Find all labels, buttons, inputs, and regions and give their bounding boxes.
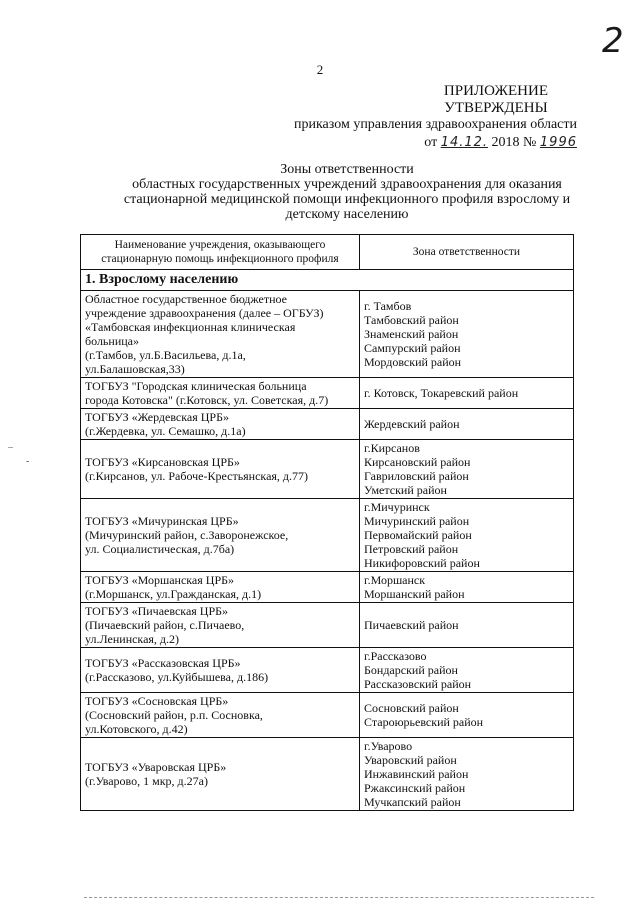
order-year: 2018 bbox=[491, 135, 520, 150]
institution-line: ТОГБУЗ «Рассказовская ЦРБ» bbox=[85, 656, 241, 670]
order-number-label: № bbox=[523, 135, 537, 150]
zone-cell bbox=[360, 572, 574, 603]
zone-item: г.Рассказово bbox=[364, 649, 427, 663]
zone-item: Уметский район bbox=[364, 483, 447, 497]
institution-line: (г.Кирсанов, ул. Рабоче-Крестьянская, д.77) bbox=[85, 469, 309, 483]
bottom-rule bbox=[84, 897, 594, 898]
institution-cell bbox=[81, 693, 360, 738]
institution-line: ул. Социалистическая, д.7ба) bbox=[85, 542, 235, 556]
zone-item: Рассказовский район bbox=[364, 677, 472, 691]
institution-line: (г.Моршанск, ул.Гражданская, д.1) bbox=[85, 587, 262, 601]
institution-line: города Котовска" (г.Котовск, ул. Советская, д.7) bbox=[85, 393, 329, 407]
order-date: 14.12. bbox=[440, 135, 489, 150]
institution-line: ТОГБУЗ «Пичаевская ЦРБ» bbox=[85, 604, 229, 618]
institution-line: ул.Котовского, д.42) bbox=[85, 722, 188, 736]
institution-line: (Пичаевский район, с.Пичаево, bbox=[85, 618, 245, 632]
zone-cell bbox=[360, 440, 574, 499]
table-header-row bbox=[81, 235, 574, 270]
svg-text:2: 2 bbox=[602, 21, 624, 61]
zone-item: Кирсановский район bbox=[364, 455, 471, 469]
zone-item: Сосновский район bbox=[364, 701, 459, 715]
zone-item: г.Мичуринск bbox=[364, 500, 430, 514]
institution-line: ТОГБУЗ «Кирсановская ЦРБ» bbox=[85, 455, 240, 469]
page-number: 2 bbox=[316, 62, 324, 77]
order-number: 1996 bbox=[539, 135, 577, 150]
institution-line: (г.Уварово, 1 мкр, д.27а) bbox=[85, 774, 208, 788]
zone-item: г. Тамбов bbox=[364, 299, 412, 313]
institution-cell bbox=[81, 603, 360, 648]
order-date-line bbox=[294, 134, 577, 152]
zone-item: Бондарский район bbox=[364, 663, 458, 677]
zone-item: г.Моршанск bbox=[364, 573, 426, 587]
appendix-heading bbox=[444, 83, 548, 117]
header-zone: Зона ответственности bbox=[360, 235, 574, 270]
institution-cell bbox=[81, 499, 360, 572]
zone-item: Мичуринский район bbox=[364, 514, 470, 528]
institution-line: (Мичуринский район, с.Заворонежское, bbox=[85, 528, 289, 542]
margin-tick: - bbox=[26, 456, 30, 467]
table-row bbox=[81, 693, 574, 738]
institution-line: ТОГБУЗ «Моршанская ЦРБ» bbox=[85, 573, 235, 587]
zone-cell bbox=[360, 378, 574, 409]
order-text: приказом управления здравоохранения области bbox=[293, 117, 577, 132]
table-row bbox=[81, 409, 574, 440]
table-row bbox=[81, 291, 574, 378]
responsibility-table bbox=[80, 234, 574, 811]
document-title bbox=[92, 162, 602, 222]
zone-item: Сампурский район bbox=[364, 341, 461, 355]
zone-item: Тамбовский район bbox=[364, 313, 459, 327]
zone-cell bbox=[360, 603, 574, 648]
zone-item: Мордовский район bbox=[364, 355, 462, 369]
zone-item: Мучкапский район bbox=[364, 795, 461, 809]
zone-item: Пичаевский район bbox=[364, 618, 459, 632]
zone-item: г. Котовск, Токаревский район bbox=[364, 386, 519, 400]
table-row bbox=[81, 378, 574, 409]
institution-line: ул.Балашовская,33) bbox=[85, 362, 185, 376]
institution-line: учреждение здравоохранения (далее – ОГБУЗ) bbox=[85, 306, 324, 320]
order-from-label: от bbox=[424, 135, 438, 150]
title-line3: стационарной медицинской помощи инфекционного профиля взрослому и bbox=[123, 192, 571, 207]
institution-line: «Тамбовская инфекционная клиническая bbox=[85, 320, 296, 334]
appendix-line2: УТВЕРЖДЕНЫ bbox=[444, 100, 548, 116]
institution-line: ТОГБУЗ «Уваровская ЦРБ» bbox=[85, 760, 227, 774]
institution-line: ТОГБУЗ «Сосновская ЦРБ» bbox=[85, 694, 229, 708]
institution-line: (г.Рассказово, ул.Куйбышева, д.186) bbox=[85, 670, 269, 684]
order-reference bbox=[294, 116, 577, 152]
table-row bbox=[81, 572, 574, 603]
zone-item: Инжавинский район bbox=[364, 767, 469, 781]
zone-item: г.Уварово bbox=[364, 739, 413, 753]
zone-cell bbox=[360, 648, 574, 693]
institution-cell bbox=[81, 291, 360, 378]
institution-cell bbox=[81, 648, 360, 693]
zone-item: Уваровский район bbox=[364, 753, 457, 767]
zone-item: Никифоровский район bbox=[364, 556, 480, 570]
institution-cell bbox=[81, 572, 360, 603]
zone-item: Гавриловский район bbox=[364, 469, 469, 483]
institution-cell bbox=[81, 738, 360, 811]
zone-item: Первомайский район bbox=[364, 528, 472, 542]
zone-cell bbox=[360, 693, 574, 738]
title-line2: областных государственных учреждений здравоохранения для оказания bbox=[132, 177, 562, 192]
institution-line: больница» bbox=[85, 334, 139, 348]
table-row bbox=[81, 499, 574, 572]
zone-cell bbox=[360, 499, 574, 572]
header-institution: Наименование учреждения, оказывающего стационарную помощь инфекционного профиля bbox=[81, 235, 360, 270]
zone-item: Петровский район bbox=[364, 542, 459, 556]
institution-cell bbox=[81, 409, 360, 440]
title-line1: Зоны ответственности bbox=[280, 162, 414, 177]
section-row bbox=[81, 270, 574, 291]
title-line4: детскому населению bbox=[285, 207, 409, 222]
institution-line: (г.Тамбов, ул.Б.Васильева, д.1а, bbox=[85, 348, 246, 362]
appendix-line1: ПРИЛОЖЕНИЕ bbox=[443, 83, 548, 99]
table-row bbox=[81, 738, 574, 811]
institution-line: ул.Ленинская, д.2) bbox=[85, 632, 180, 646]
institution-line: ТОГБУЗ «Мичуринская ЦРБ» bbox=[85, 514, 239, 528]
zone-cell bbox=[360, 409, 574, 440]
margin-tick: – bbox=[8, 442, 13, 453]
institution-line: ТОГБУЗ «Жердевская ЦРБ» bbox=[85, 410, 229, 424]
section-adult: 1. Взрослому населению bbox=[81, 270, 574, 291]
zone-item: Староюрьевский район bbox=[364, 715, 484, 729]
institution-line: (г.Жердевка, ул. Семашко, д.1а) bbox=[85, 424, 246, 438]
zone-item: Моршанский район bbox=[364, 587, 465, 601]
zone-item: г.Кирсанов bbox=[364, 441, 420, 455]
institution-cell bbox=[81, 378, 360, 409]
zone-cell bbox=[360, 738, 574, 811]
institution-line: ТОГБУЗ "Городская клиническая больница bbox=[85, 379, 307, 393]
zone-item: Ржаксинский район bbox=[364, 781, 466, 795]
table-row bbox=[81, 603, 574, 648]
zone-item: Знаменский район bbox=[364, 327, 459, 341]
institution-line: (Сосновский район, р.п. Сосновка, bbox=[85, 708, 263, 722]
table-row bbox=[81, 440, 574, 499]
institution-line: Областное государственное бюджетное bbox=[85, 292, 287, 306]
zone-cell bbox=[360, 291, 574, 378]
handwritten-page-number bbox=[596, 18, 636, 62]
institution-cell bbox=[81, 440, 360, 499]
zone-item: Жердевский район bbox=[364, 417, 460, 431]
table-row bbox=[81, 648, 574, 693]
